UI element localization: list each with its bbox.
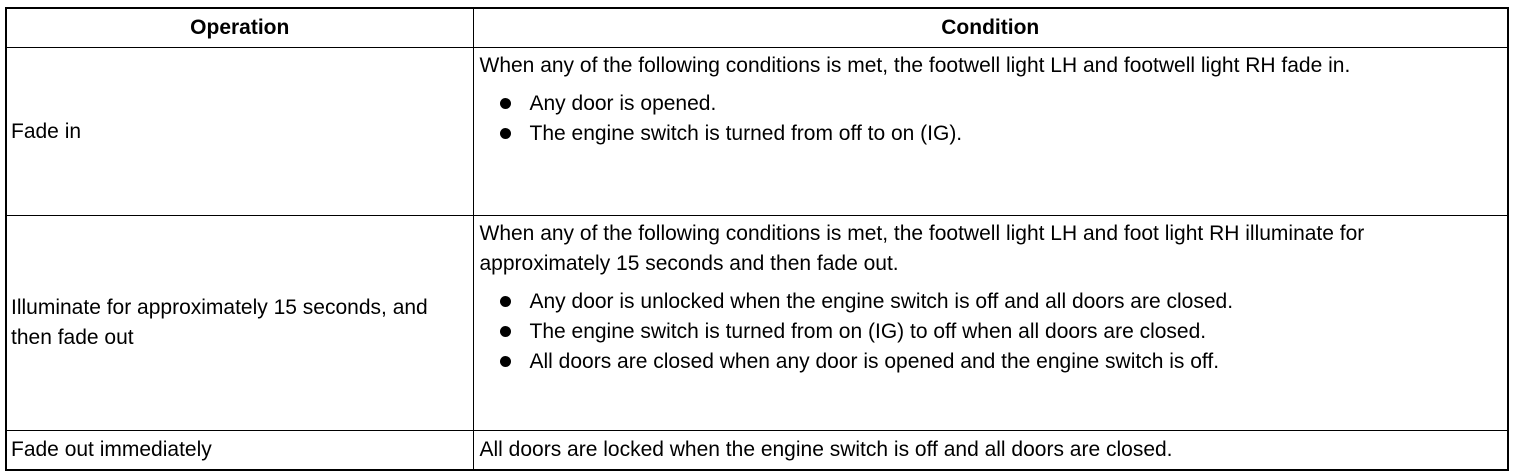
condition-item: The engine switch is turned from on (IG) to off when all doors are closed.	[494, 317, 1500, 347]
condition-intro: When any of the following conditions is met, the footwell light LH and foot light RH illuminate for approximately 15 seconds and then fade out.	[479, 222, 1365, 275]
condition-cell	[473, 216, 1508, 431]
operation-cell: Fade in	[6, 48, 473, 216]
condition-item: The engine switch is turned from off to on (IG).	[494, 119, 1500, 149]
condition-list	[480, 287, 1500, 377]
operation-condition-table	[5, 7, 1509, 471]
table-row	[6, 216, 1508, 431]
header-condition: Condition	[473, 8, 1508, 48]
condition-cell	[473, 431, 1508, 471]
operation-cell: Fade out immediately	[6, 431, 473, 471]
condition-intro: When any of the following conditions is met, the footwell light LH and footwell light RH fade in.	[479, 54, 1351, 77]
condition-cell	[473, 48, 1508, 216]
condition-list	[480, 89, 1500, 149]
condition-intro: All doors are locked when the engine switch is off and all doors are closed.	[479, 438, 1173, 461]
table-row	[6, 431, 1508, 471]
table-row	[6, 48, 1508, 216]
condition-item: Any door is opened.	[494, 89, 1500, 119]
operation-cell: Illuminate for approximately 15 seconds, and then fade out	[6, 216, 473, 431]
table-header-row	[6, 8, 1508, 48]
condition-item: All doors are closed when any door is opened and the engine switch is off.	[494, 347, 1500, 377]
condition-item: Any door is unlocked when the engine switch is off and all doors are closed.	[494, 287, 1500, 317]
header-operation: Operation	[6, 8, 473, 48]
